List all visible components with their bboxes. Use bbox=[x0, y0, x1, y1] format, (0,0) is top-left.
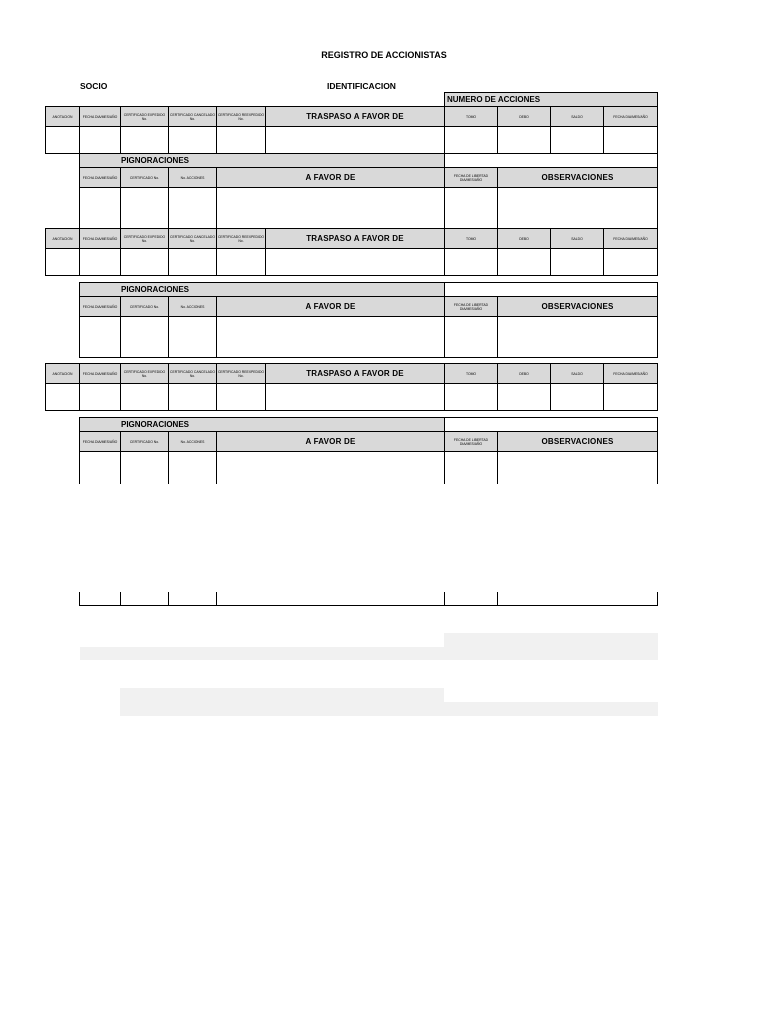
debo-header: DEBO bbox=[497, 228, 551, 249]
cert-expedido-header: CERTIFICADO EXPEDIDO No. bbox=[120, 363, 169, 384]
entry-cell[interactable] bbox=[444, 126, 498, 154]
entry-cell[interactable] bbox=[216, 187, 445, 229]
fecha-libertad-header: FECHA DE LIBERTAD DIA/MES/AÑO bbox=[444, 296, 498, 317]
anotacion-header: ANOTACION bbox=[45, 363, 80, 384]
entry-cell[interactable] bbox=[168, 316, 217, 358]
entry-cell[interactable] bbox=[265, 383, 445, 411]
fecha-fin-header: FECHA DIA/MES/AÑO bbox=[603, 363, 658, 384]
column-line bbox=[497, 451, 498, 484]
anotacion-header: ANOTACION bbox=[45, 106, 80, 127]
entry-cell[interactable] bbox=[79, 187, 121, 229]
entry-cell[interactable] bbox=[79, 126, 121, 154]
column-line bbox=[657, 451, 658, 484]
tomo-header: TOMO bbox=[444, 106, 498, 127]
cert-cancelado-header: CERTIFICADO CANCELADO No. bbox=[168, 106, 217, 127]
pledge-acciones-header: No. ACCIONES bbox=[168, 431, 217, 452]
cert-reexpedido-header: CERTIFICADO REEXPEDIDO No. bbox=[216, 106, 266, 127]
entry-cell[interactable] bbox=[497, 316, 658, 358]
column-line bbox=[79, 451, 80, 484]
column-line bbox=[444, 451, 445, 484]
entry-cell[interactable] bbox=[265, 126, 445, 154]
debo-header: DEBO bbox=[497, 363, 551, 384]
column-line bbox=[168, 451, 169, 484]
a-favor-header: A FAVOR DE bbox=[216, 431, 445, 452]
pledge-fecha-header: FECHA DIA/MES/AÑO bbox=[79, 431, 121, 452]
observaciones-header: OBSERVACIONES bbox=[497, 296, 658, 317]
saldo-header: SALDO bbox=[550, 228, 604, 249]
cert-expedido-header: CERTIFICADO EXPEDIDO No. bbox=[120, 106, 169, 127]
page-title: REGISTRO DE ACCIONISTAS bbox=[321, 50, 447, 60]
column-line bbox=[79, 592, 80, 605]
entry-cell[interactable] bbox=[168, 248, 217, 276]
fecha-fin-header: FECHA DIA/MES/AÑO bbox=[603, 228, 658, 249]
entry-cell[interactable] bbox=[444, 383, 498, 411]
entry-cell[interactable] bbox=[120, 383, 169, 411]
fecha-libertad-header: FECHA DE LIBERTAD DIA/MES/AÑO bbox=[444, 431, 498, 452]
entry-cell[interactable] bbox=[45, 248, 80, 276]
pledge-certificado-header: CERTIFICADO No. bbox=[120, 296, 169, 317]
fecha-libertad-header: FECHA DE LIBERTAD DIA/MES/AÑO bbox=[444, 167, 498, 188]
saldo-header: SALDO bbox=[550, 106, 604, 127]
entry-cell[interactable] bbox=[444, 187, 498, 229]
entry-cell[interactable] bbox=[265, 248, 445, 276]
entry-cell[interactable] bbox=[444, 248, 498, 276]
pignoraciones-header: PIGNORACIONES bbox=[79, 417, 445, 432]
saldo-header: SALDO bbox=[550, 363, 604, 384]
entry-cell[interactable] bbox=[603, 248, 658, 276]
entry-cell[interactable] bbox=[168, 187, 217, 229]
column-line bbox=[168, 592, 169, 605]
entry-cell[interactable] bbox=[120, 316, 169, 358]
column-line bbox=[120, 592, 121, 605]
blank-cell bbox=[444, 153, 658, 168]
column-line bbox=[216, 451, 217, 484]
pledge-acciones-header: No. ACCIONES bbox=[168, 167, 217, 188]
pledge-fecha-header: FECHA DIA/MES/AÑO bbox=[79, 296, 121, 317]
fecha-fin-header: FECHA DIA/MES/AÑO bbox=[603, 106, 658, 127]
entry-cell[interactable] bbox=[497, 187, 658, 229]
entry-cell[interactable] bbox=[216, 316, 445, 358]
cert-reexpedido-header: CERTIFICADO REEXPEDIDO No. bbox=[216, 228, 266, 249]
entry-cell[interactable] bbox=[79, 316, 121, 358]
faded-band bbox=[444, 633, 658, 647]
socio-label: SOCIO bbox=[80, 81, 108, 91]
traspaso-header: TRASPASO A FAVOR DE bbox=[265, 363, 445, 384]
cert-cancelado-header: CERTIFICADO CANCELADO No. bbox=[168, 228, 217, 249]
blank-cell bbox=[444, 282, 658, 297]
fecha-header: FECHA DIA/MES/AÑO bbox=[79, 228, 121, 249]
traspaso-header: TRASPASO A FAVOR DE bbox=[265, 106, 445, 127]
entry-cell[interactable] bbox=[120, 126, 169, 154]
entry-cell[interactable] bbox=[497, 248, 551, 276]
entry-cell[interactable] bbox=[550, 126, 604, 154]
entry-cell[interactable] bbox=[216, 248, 266, 276]
entry-cell[interactable] bbox=[550, 248, 604, 276]
blank-cell bbox=[444, 417, 658, 432]
debo-header: DEBO bbox=[497, 106, 551, 127]
anotacion-header: ANOTACION bbox=[45, 228, 80, 249]
observaciones-header: OBSERVACIONES bbox=[497, 167, 658, 188]
numero-acciones-header: NUMERO DE ACCIONES bbox=[444, 92, 658, 107]
entry-cell[interactable] bbox=[79, 248, 121, 276]
pignoraciones-header: PIGNORACIONES bbox=[79, 153, 445, 168]
entry-cell[interactable] bbox=[45, 383, 80, 411]
entry-cell[interactable] bbox=[497, 126, 551, 154]
pledge-certificado-header: CERTIFICADO No. bbox=[120, 431, 169, 452]
pledge-fecha-header: FECHA DIA/MES/AÑO bbox=[79, 167, 121, 188]
faded-band bbox=[120, 688, 444, 702]
faded-band bbox=[80, 647, 658, 660]
entry-cell[interactable] bbox=[216, 383, 266, 411]
column-line bbox=[120, 451, 121, 484]
column-line bbox=[497, 592, 498, 605]
pledge-acciones-header: No. ACCIONES bbox=[168, 296, 217, 317]
row-line bbox=[79, 605, 658, 606]
tomo-header: TOMO bbox=[444, 363, 498, 384]
entry-cell[interactable] bbox=[603, 126, 658, 154]
observaciones-header: OBSERVACIONES bbox=[497, 431, 658, 452]
column-line bbox=[657, 592, 658, 605]
pledge-certificado-header: CERTIFICADO No. bbox=[120, 167, 169, 188]
fecha-header: FECHA DIA/MES/AÑO bbox=[79, 363, 121, 384]
entry-cell[interactable] bbox=[497, 383, 551, 411]
entry-cell[interactable] bbox=[216, 126, 266, 154]
cert-expedido-header: CERTIFICADO EXPEDIDO No. bbox=[120, 228, 169, 249]
a-favor-header: A FAVOR DE bbox=[216, 296, 445, 317]
entry-cell[interactable] bbox=[603, 383, 658, 411]
pignoraciones-header: PIGNORACIONES bbox=[79, 282, 445, 297]
entry-cell[interactable] bbox=[168, 383, 217, 411]
fecha-header: FECHA DIA/MES/AÑO bbox=[79, 106, 121, 127]
cert-cancelado-header: CERTIFICADO CANCELADO No. bbox=[168, 363, 217, 384]
entry-cell[interactable] bbox=[45, 126, 80, 154]
entry-cell[interactable] bbox=[120, 187, 169, 229]
traspaso-header: TRASPASO A FAVOR DE bbox=[265, 228, 445, 249]
entry-cell[interactable] bbox=[120, 248, 169, 276]
identificacion-label: IDENTIFICACION bbox=[327, 81, 396, 91]
cert-reexpedido-header: CERTIFICADO REEXPEDIDO No. bbox=[216, 363, 266, 384]
tomo-header: TOMO bbox=[444, 228, 498, 249]
a-favor-header: A FAVOR DE bbox=[216, 167, 445, 188]
faded-band bbox=[120, 702, 658, 716]
entry-cell[interactable] bbox=[550, 383, 604, 411]
column-line bbox=[444, 592, 445, 605]
entry-cell[interactable] bbox=[444, 316, 498, 358]
entry-cell[interactable] bbox=[79, 383, 121, 411]
column-line bbox=[216, 592, 217, 605]
entry-cell[interactable] bbox=[168, 126, 217, 154]
